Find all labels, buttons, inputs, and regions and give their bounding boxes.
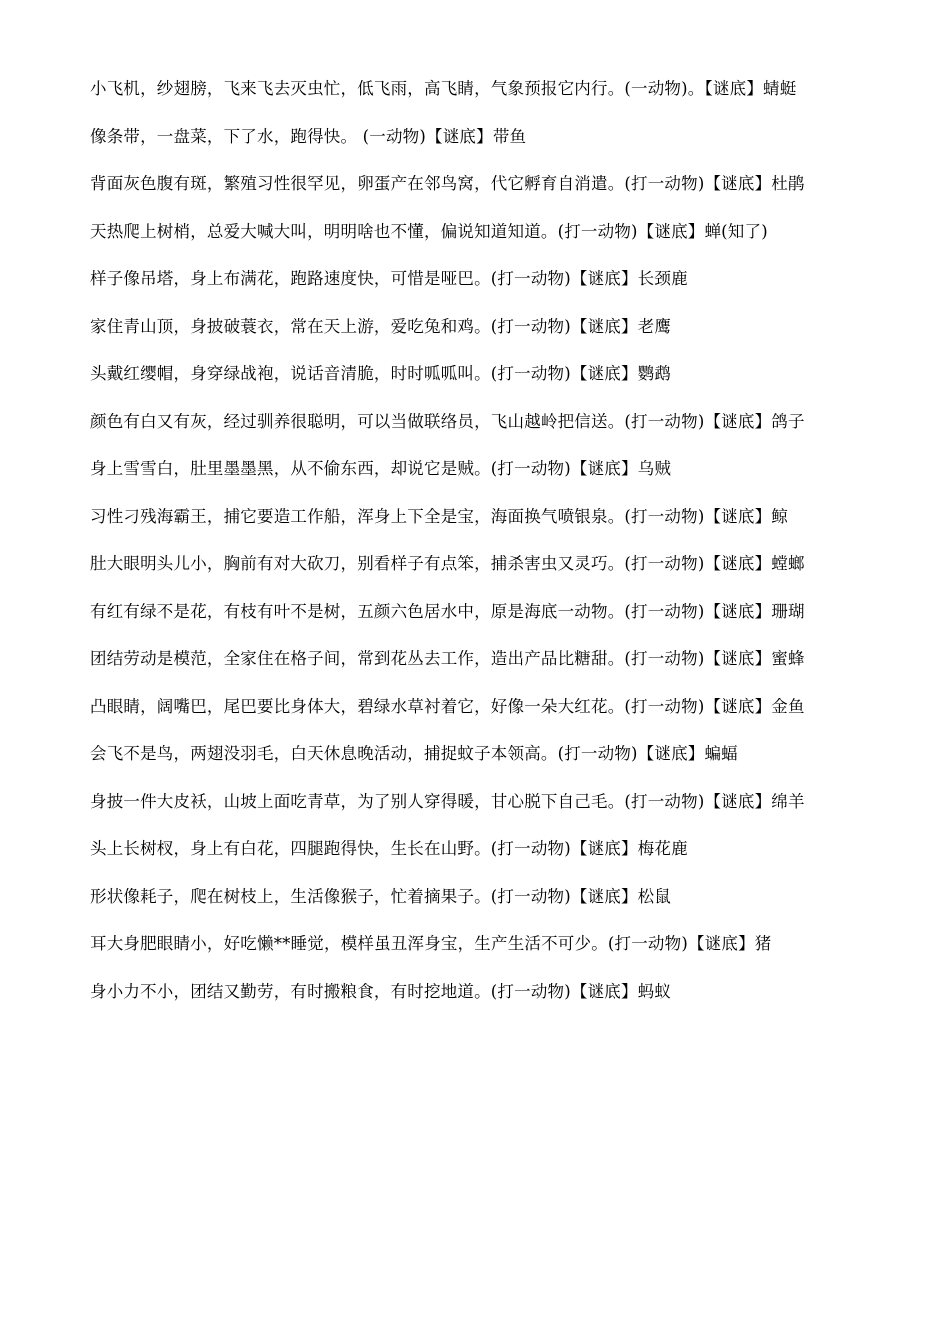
- riddle-list: [90, 77, 862, 1004]
- riddle-item: 小飞机，纱翅膀，飞来飞去灭虫忙，低飞雨，高飞睛，气象预报它内行。(一动物)。【谜底】蜻蜓: [90, 79, 797, 98]
- riddle-item: 团结劳动是模范，全家住在格子间，常到花丛去工作，造出产品比糖甜。(打一动物)【谜底】蜜蜂: [90, 649, 805, 668]
- riddle-item: 样子像吊塔，身上布满花，跑路速度快，可惜是哑巴。(打一动物)【谜底】长颈鹿: [90, 269, 688, 288]
- riddle-item: 习性刁残海霸王，捕它要造工作船，浑身上下全是宝，海面换气喷银泉。(打一动物)【谜底】鲸: [90, 506, 788, 526]
- riddle-item: 肚大眼明头儿小，胸前有对大砍刀，别看样子有点笨，捕杀害虫又灵巧。(打一动物)【谜底】螳螂: [90, 554, 805, 573]
- riddle-item: 颜色有白又有灰，经过驯养很聪明，可以当做联络员，飞山越岭把信送。(打一动物)【谜底】鸽子: [90, 411, 805, 431]
- riddle-item: 天热爬上树梢，总爱大喊大叫，明明啥也不懂，偏说知道知道。(打一动物)【谜底】蝉(知了): [90, 221, 768, 241]
- riddle-item: 形状像耗子，爬在树枝上，生活像猴子，忙着摘果子。(打一动物)【谜底】松鼠: [90, 886, 672, 906]
- riddle-item: 会飞不是鸟，两翅没羽毛，白天休息晚活动，捕捉蚊子本领高。(打一动物)【谜底】蝙蝠: [90, 744, 738, 763]
- riddle-item: 头戴红缨帽，身穿绿战袍，说话音清脆，时时呱呱叫。(打一动物)【谜底】鹦鹉: [90, 364, 672, 383]
- riddle-item: 头上长树杈，身上有白花，四腿跑得快，生长在山野。(打一动物)【谜底】梅花鹿: [90, 839, 688, 858]
- riddle-item: 身披一件大皮袄，山坡上面吃青草，为了别人穿得暖，甘心脱下自己毛。(打一动物)【谜底】绵羊: [90, 791, 805, 811]
- riddle-item: 像条带，一盘菜，下了水，跑得快。 (一动物)【谜底】带鱼: [90, 126, 527, 146]
- riddle-item: 凸眼睛，阔嘴巴，尾巴要比身体大，碧绿水草衬着它，好像一朵大红花。(打一动物)【谜底】金鱼: [90, 696, 805, 716]
- riddle-item: 背面灰色腹有斑，繁殖习性很罕见，卵蛋产在邻鸟窝，代它孵育自消遣。(打一动物)【谜底】杜鹃: [90, 174, 805, 193]
- riddle-item: 有红有绿不是花，有枝有叶不是树，五颜六色居水中，原是海底一动物。(打一动物)【谜底】珊瑚: [90, 601, 805, 621]
- riddle-item: 耳大身肥眼睛小，好吃懒**睡觉，模样虽丑浑身宝，生产生活不可少。(打一动物)【谜底】猪: [90, 934, 772, 953]
- riddle-item: 家住青山顶，身披破蓑衣，常在天上游，爱吃兔和鸡。(打一动物)【谜底】老鹰: [90, 316, 672, 336]
- riddle-item: 身小力不小，团结又勤劳，有时搬粮食，有时挖地道。(打一动物)【谜底】蚂蚁: [90, 981, 672, 1001]
- riddle-item: 身上雪雪白，肚里墨墨黑，从不偷东西，却说它是贼。(打一动物)【谜底】乌贼: [90, 459, 672, 478]
